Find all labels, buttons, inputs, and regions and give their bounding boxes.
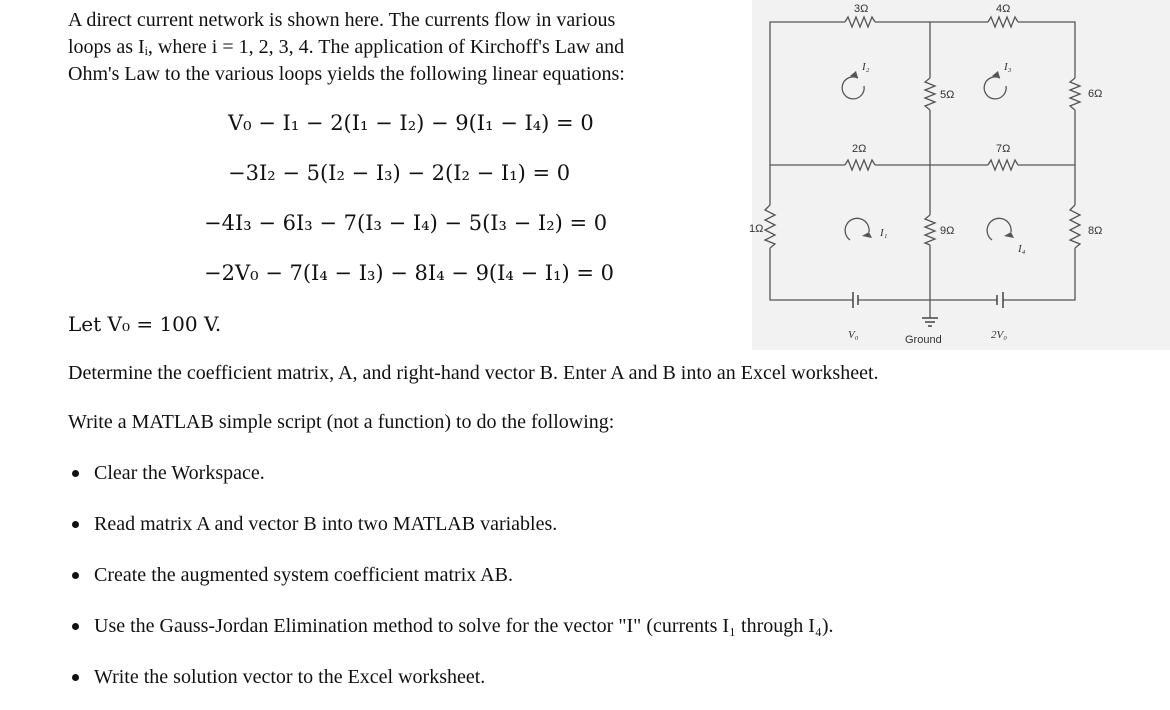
- resistor-label: 8Ω: [1088, 225, 1103, 237]
- task-write-script: Write a MATLAB simple script (not a function) to do the following:: [68, 411, 615, 433]
- resistor-label: 6Ω: [1088, 88, 1103, 100]
- source-label: V₀: [848, 329, 859, 341]
- resistor-label: 4Ω: [996, 3, 1011, 15]
- list-item: Read matrix A and vector B into two MATLAB variables.: [68, 506, 834, 557]
- list-item: Create the augmented system coefficient matrix AB.: [68, 557, 834, 608]
- equation-1: V₀ − I₁ − 2(I₁ − I₂) − 9(I₁ − I₄) = 0: [228, 111, 594, 135]
- ground-label: Ground: [905, 334, 942, 346]
- loop-current-label: I₂: [862, 61, 870, 73]
- diagram-background: [752, 0, 1170, 350]
- source-label: 2V₀: [991, 329, 1008, 341]
- loop-current-label: I₁: [880, 227, 888, 239]
- list-item: Write the solution vector to the Excel worksheet.: [68, 659, 834, 710]
- let-v0-statement: Let V₀ = 100 V.: [68, 312, 222, 336]
- list-item: Use the Gauss-Jordan Elimination method to solve for the vector "I" (currents I₁ through I₄).: [68, 608, 834, 659]
- intro-line: A direct current network is shown here. The currents flow in various: [68, 9, 616, 31]
- resistor-label: 7Ω: [996, 143, 1011, 155]
- equation-2: −3I₂ − 5(I₂ − I₃) − 2(I₂ − I₁) = 0: [228, 161, 571, 185]
- resistor-label: 3Ω: [854, 3, 869, 15]
- resistor-label: 9Ω: [940, 225, 955, 237]
- resistor-label: 1Ω: [749, 223, 764, 235]
- loop-current-label: I₃: [1004, 61, 1012, 73]
- loop-current-label: I₄: [1018, 243, 1026, 255]
- equation-3: −4I₃ − 6I₃ − 7(I₃ − I₄) − 5(I₃ − I₂) = 0: [204, 211, 608, 235]
- resistor-label: 2Ω: [852, 143, 867, 155]
- equation-4: −2V₀ − 7(I₄ − I₃) − 8I₄ − 9(I₄ − I₁) = 0: [204, 261, 615, 285]
- intro-line: Ohm's Law to the various loops yields the following linear equations:: [68, 63, 625, 85]
- resistor-label: 5Ω: [940, 89, 955, 101]
- list-item: Clear the Workspace.: [68, 455, 834, 506]
- task-determine: Determine the coefficient matrix, A, and right-hand vector B. Enter A and B into an Excel worksheet.: [68, 362, 879, 384]
- intro-line: loops as Iᵢ, where i = 1, 2, 3, 4. The application of Kirchoff's Law and: [68, 36, 625, 58]
